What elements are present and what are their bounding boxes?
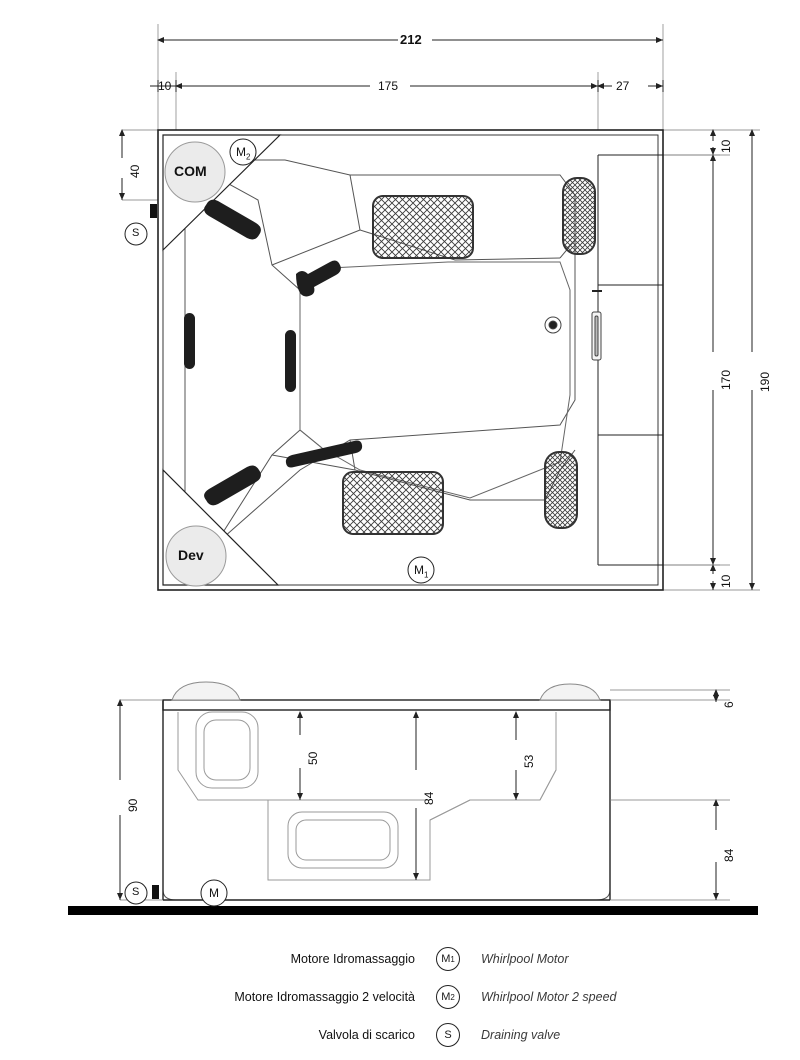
marker-letter: M [236,145,246,159]
seat-label-dev: Dev [178,547,204,563]
motor-symbol [436,947,460,971]
legend [0,940,800,1054]
seat-label-com: COM [174,163,207,179]
symbol-letter: M [441,953,451,965]
dim-top-gap: 10 [719,139,733,153]
dim-inner-height: 170 [719,369,733,390]
marker-letter: M [414,563,424,577]
dim-seat-height-left: 50 [306,751,320,765]
dim-right-offset: 27 [616,79,630,93]
dim-inner-width: 175 [378,79,399,93]
motor-marker-bottom [414,563,428,579]
drain-valve-marker-side: S [132,886,140,898]
legend-label-it: Motore Idromassaggio [290,952,415,966]
motor-marker-side: M [209,886,219,900]
legend-label-en: Draining valve [481,1028,561,1042]
dim-depth-right: 84 [722,848,736,862]
legend-row-motor-2-speed [0,978,800,1016]
symbol-letter: M [441,991,451,1003]
dim-total-height: 90 [126,798,140,812]
dim-depth-center: 84 [422,791,436,805]
dim-overall-height: 190 [758,371,772,392]
symbol-sub: 2 [450,992,455,1002]
dim-left-seat-depth: 40 [128,164,142,178]
motor-2-speed-symbol [436,985,460,1009]
draining-valve-symbol [436,1023,460,1047]
symbol-letter: S [444,1029,452,1041]
motor-2-speed-marker-top [236,145,250,161]
legend-symbol-motor [425,947,471,971]
marker-sub: 1 [424,570,429,580]
symbol-sub: 1 [450,954,455,964]
legend-symbol-draining-valve [425,1023,471,1047]
legend-row-motor [0,940,800,978]
drain-valve-marker-left: S [132,227,140,239]
legend-label-en: Whirlpool Motor 2 speed [481,990,617,1004]
dim-bottom-gap: 10 [719,574,733,588]
legend-label-en: Whirlpool Motor [481,952,569,966]
dim-rim-thickness: 6 [722,701,736,708]
legend-label-it: Valvola di scarico [318,1028,415,1042]
dim-overall-width: 212 [400,32,422,47]
dim-left-offset: 10 [158,79,172,93]
legend-symbol-motor-2-speed [425,985,471,1009]
marker-sub: 2 [246,152,251,162]
legend-row-draining-valve [0,1016,800,1054]
legend-label-it: Motore Idromassaggio 2 velocità [234,990,415,1004]
dim-seat-height-right: 53 [522,754,536,768]
